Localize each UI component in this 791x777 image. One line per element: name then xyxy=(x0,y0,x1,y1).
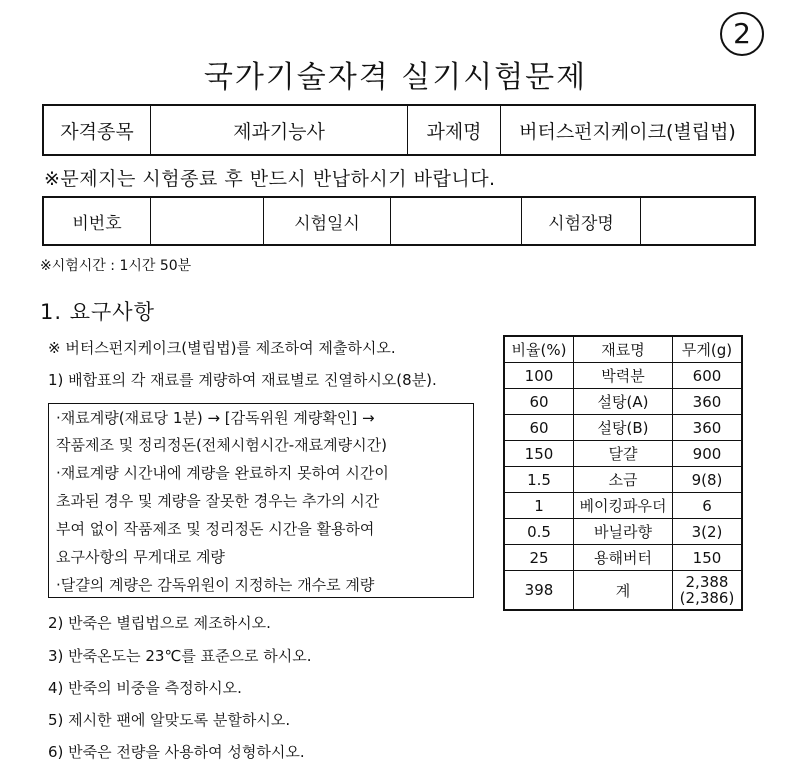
recipe-table xyxy=(503,335,743,611)
total-label: 계 xyxy=(574,571,673,611)
table-row xyxy=(504,415,742,441)
requirement-3: 3) 반죽온도는 23℃를 표준으로 하시오. xyxy=(48,647,312,665)
box-line: 부여 없이 작품제조 및 정리정돈 시간을 활용하여 xyxy=(56,520,375,538)
weight-cell: 6 xyxy=(673,493,743,519)
ingredient-cell: 설탕(B) xyxy=(574,415,673,441)
box-line: ·달걀의 계량은 감독위원이 지정하는 개수로 계량 xyxy=(56,576,375,594)
ingredient-cell: 소금 xyxy=(574,467,673,493)
total-ratio: 398 xyxy=(504,571,574,611)
exam-number-value xyxy=(151,197,264,245)
ingredient-cell: 베이킹파우더 xyxy=(574,493,673,519)
exam-place-value xyxy=(641,197,756,245)
table-row xyxy=(504,545,742,571)
ratio-cell: 60 xyxy=(504,415,574,441)
requirement-1: 1) 배합표의 각 재료를 계량하여 재료별로 진열하시오(8분). xyxy=(48,371,437,389)
exam-place-label: 시험장명 xyxy=(522,197,641,245)
ratio-cell: 100 xyxy=(504,363,574,389)
qualification-table xyxy=(42,104,756,156)
ratio-cell: 1.5 xyxy=(504,467,574,493)
requirement-4: 4) 반죽의 비중을 측정하시오. xyxy=(48,679,242,697)
total-weight-alt: (2,386) xyxy=(679,589,735,607)
ingredient-cell: 바닐라향 xyxy=(574,519,673,545)
ratio-cell: 1 xyxy=(504,493,574,519)
box-line: 초과된 경우 및 계량을 잘못한 경우는 추가의 시간 xyxy=(56,492,380,510)
header-ingredient: 재료명 xyxy=(574,336,673,363)
ingredient-cell: 용해버터 xyxy=(574,545,673,571)
box-line: 요구사항의 무게대로 계량 xyxy=(56,548,225,566)
task-value: 버터스펀지케이크(별립법) xyxy=(501,105,756,155)
return-notice: ※문제지는 시험종료 후 반드시 반납하시기 바랍니다. xyxy=(44,168,496,190)
time-limit: ※시험시간 : 1시간 50분 xyxy=(40,258,192,274)
box-line: 작품제조 및 정리정돈(전체시험시간-재료계량시간) xyxy=(56,436,387,454)
table-row xyxy=(504,363,742,389)
weight-cell: 900 xyxy=(673,441,743,467)
requirement-2: 2) 반죽은 별립법으로 제조하시오. xyxy=(48,614,271,632)
exam-date-value xyxy=(391,197,522,245)
ingredient-cell: 달걀 xyxy=(574,441,673,467)
ingredient-cell: 박력분 xyxy=(574,363,673,389)
weight-cell: 9(8) xyxy=(673,467,743,493)
box-line: ·재료계량 시간내에 계량을 완료하지 못하여 시간이 xyxy=(56,464,389,482)
qualification-value: 제과기능사 xyxy=(151,105,408,155)
ratio-cell: 25 xyxy=(504,545,574,571)
qualification-label: 자격종목 xyxy=(43,105,151,155)
total-weight-primary: 2,388 xyxy=(685,573,729,591)
weight-cell: 3(2) xyxy=(673,519,743,545)
header-ratio: 비율(%) xyxy=(504,336,574,363)
box-line: ·재료계량(재료당 1분) → [감독위원 계량확인] → xyxy=(56,409,375,427)
weight-cell: 360 xyxy=(673,389,743,415)
total-weight xyxy=(673,571,743,611)
requirement-6: 6) 반죽은 전량을 사용하여 성형하시오. xyxy=(48,743,305,761)
table-row xyxy=(504,441,742,467)
table-row xyxy=(504,519,742,545)
exam-info-table xyxy=(42,196,756,246)
ratio-cell: 0.5 xyxy=(504,519,574,545)
page-number-badge: 2 xyxy=(720,12,764,56)
section-title: 1. 요구사항 xyxy=(40,300,155,324)
table-row xyxy=(504,467,742,493)
exam-date-label: 시험일시 xyxy=(264,197,391,245)
page-title: 국가기술자격 실기시험문제 xyxy=(203,60,588,95)
task-label: 과제명 xyxy=(408,105,501,155)
weight-cell: 600 xyxy=(673,363,743,389)
ratio-cell: 150 xyxy=(504,441,574,467)
weight-cell: 150 xyxy=(673,545,743,571)
ratio-cell: 60 xyxy=(504,389,574,415)
intro-line: ※ 버터스펀지케이크(별립법)를 제조하여 제출하시오. xyxy=(48,339,396,357)
exam-number-label: 비번호 xyxy=(43,197,151,245)
header-weight: 무게(g) xyxy=(673,336,743,363)
requirement-5: 5) 제시한 팬에 알맞도록 분할하시오. xyxy=(48,711,291,729)
weight-cell: 360 xyxy=(673,415,743,441)
total-row xyxy=(504,571,742,611)
weighing-rules-box xyxy=(48,403,474,598)
table-row xyxy=(504,493,742,519)
ingredient-cell: 설탕(A) xyxy=(574,389,673,415)
table-row xyxy=(504,389,742,415)
